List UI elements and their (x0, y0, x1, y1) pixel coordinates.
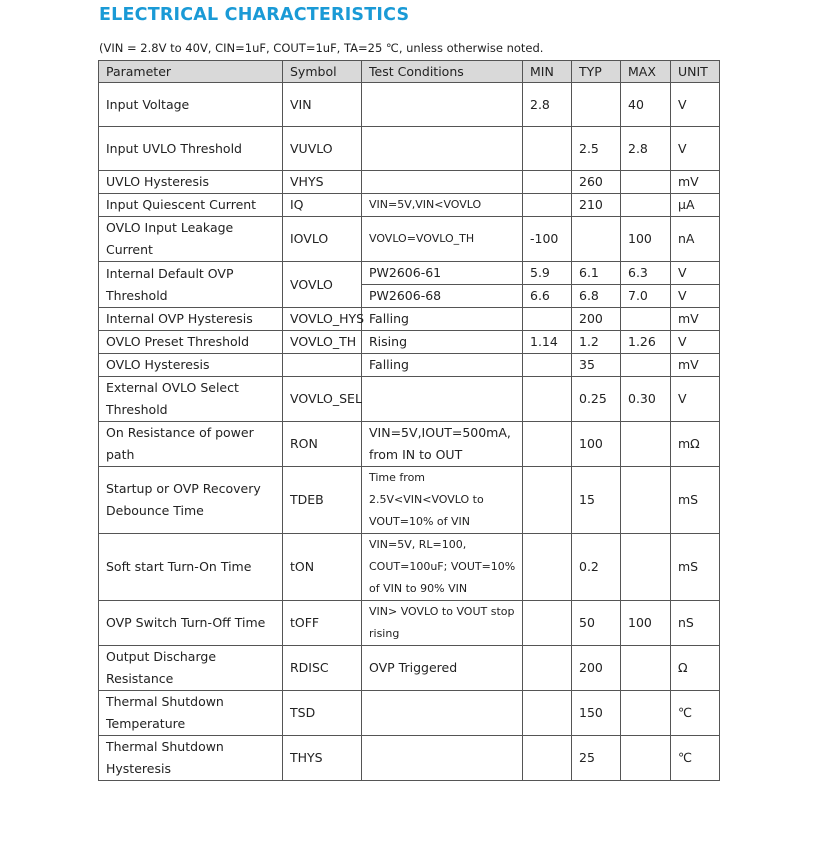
cell-unit: mV (671, 354, 720, 377)
cell-parameter: Output Discharge Resistance (99, 646, 283, 691)
cell-min (523, 601, 572, 646)
cell-min (523, 534, 572, 601)
cell-parameter: Thermal Shutdown Temperature (99, 691, 283, 736)
cell-symbol: VHYS (283, 171, 362, 194)
cell-unit: V (671, 262, 720, 285)
table-row (99, 83, 720, 127)
cell-conditions: PW2606-61 (362, 262, 523, 285)
cell-typ: 6.8 (572, 285, 621, 308)
header-symbol: Symbol (283, 61, 362, 83)
cell-parameter: Input UVLO Threshold (99, 127, 283, 171)
table-row (99, 262, 720, 285)
cell-max (621, 422, 671, 467)
cell-typ: 200 (572, 646, 621, 691)
cell-unit: ℃ (671, 736, 720, 781)
cell-conditions (362, 171, 523, 194)
cell-symbol: VUVLO (283, 127, 362, 171)
table-row (99, 422, 720, 467)
cell-max (621, 194, 671, 217)
cell-typ: 200 (572, 308, 621, 331)
cell-symbol: TDEB (283, 467, 362, 534)
cell-symbol: IOVLO (283, 217, 362, 262)
cell-unit: µA (671, 194, 720, 217)
cell-min (523, 354, 572, 377)
cell-symbol: VIN (283, 83, 362, 127)
cell-min (523, 308, 572, 331)
cell-max: 2.8 (621, 127, 671, 171)
cell-symbol: VOVLO_HYS (283, 308, 362, 331)
cell-symbol: RDISC (283, 646, 362, 691)
cell-unit: V (671, 331, 720, 354)
cell-unit: nS (671, 601, 720, 646)
cell-typ: 1.2 (572, 331, 621, 354)
cell-conditions: OVP Triggered (362, 646, 523, 691)
cell-min (523, 127, 572, 171)
header-unit: UNIT (671, 61, 720, 83)
header-max: MAX (621, 61, 671, 83)
table-row (99, 646, 720, 691)
cell-unit: V (671, 377, 720, 422)
cell-typ: 0.2 (572, 534, 621, 601)
cell-max (621, 354, 671, 377)
cell-symbol: VOVLO (283, 262, 362, 308)
cell-max: 0.30 (621, 377, 671, 422)
cell-min (523, 422, 572, 467)
table-row (99, 217, 720, 262)
cell-conditions: VIN=5V,VIN<VOVLO (362, 194, 523, 217)
table-row (99, 691, 720, 736)
cell-max (621, 467, 671, 534)
cell-min (523, 194, 572, 217)
cell-symbol: VOVLO_SEL (283, 377, 362, 422)
header-typ: TYP (572, 61, 621, 83)
cell-conditions (362, 377, 523, 422)
cell-typ: 25 (572, 736, 621, 781)
cell-unit: nA (671, 217, 720, 262)
cell-unit: V (671, 127, 720, 171)
table-row (99, 354, 720, 377)
table-row (99, 331, 720, 354)
cell-symbol: THYS (283, 736, 362, 781)
cell-max (621, 308, 671, 331)
cell-symbol: TSD (283, 691, 362, 736)
cell-parameter: On Resistance of power path (99, 422, 283, 467)
cell-conditions: Falling (362, 354, 523, 377)
cell-conditions: PW2606-68 (362, 285, 523, 308)
cell-unit: mS (671, 467, 720, 534)
cell-symbol: RON (283, 422, 362, 467)
electrical-characteristics-table (98, 60, 720, 781)
cell-max (621, 171, 671, 194)
cell-typ: 15 (572, 467, 621, 534)
cell-parameter: Soft start Turn-On Time (99, 534, 283, 601)
cell-parameter: Internal Default OVP Threshold (99, 262, 283, 308)
table-row (99, 127, 720, 171)
table-row (99, 534, 720, 601)
table-header-row (99, 61, 720, 83)
cell-unit: Ω (671, 646, 720, 691)
cell-parameter: Input Voltage (99, 83, 283, 127)
cell-max (621, 646, 671, 691)
cell-min (523, 646, 572, 691)
header-parameter: Parameter (99, 61, 283, 83)
cell-unit: V (671, 285, 720, 308)
cell-max (621, 691, 671, 736)
cell-min: 5.9 (523, 262, 572, 285)
cell-parameter: OVLO Input Leakage Current (99, 217, 283, 262)
cell-typ (572, 217, 621, 262)
cell-typ: 100 (572, 422, 621, 467)
cell-parameter: UVLO Hysteresis (99, 171, 283, 194)
cell-max: 100 (621, 217, 671, 262)
cell-symbol: tOFF (283, 601, 362, 646)
table-row (99, 736, 720, 781)
cell-min (523, 171, 572, 194)
cell-min (523, 691, 572, 736)
cell-typ: 210 (572, 194, 621, 217)
cell-typ: 150 (572, 691, 621, 736)
cell-conditions: Time from 2.5V<VIN<VOVLO to VOUT=10% of VIN (362, 467, 523, 534)
cell-parameter: Thermal Shutdown Hysteresis (99, 736, 283, 781)
cell-max: 6.3 (621, 262, 671, 285)
cell-typ: 0.25 (572, 377, 621, 422)
cell-typ: 6.1 (572, 262, 621, 285)
cell-unit: V (671, 83, 720, 127)
cell-max: 1.26 (621, 331, 671, 354)
cell-conditions (362, 736, 523, 781)
cell-unit: mΩ (671, 422, 720, 467)
cell-max: 7.0 (621, 285, 671, 308)
cell-conditions (362, 127, 523, 171)
table-row (99, 308, 720, 331)
cell-parameter: OVLO Preset Threshold (99, 331, 283, 354)
header-test-conditions: Test Conditions (362, 61, 523, 83)
cell-max (621, 534, 671, 601)
cell-typ: 260 (572, 171, 621, 194)
table-row (99, 194, 720, 217)
cell-max: 100 (621, 601, 671, 646)
cell-max: 40 (621, 83, 671, 127)
cell-conditions: VIN=5V,IOUT=500mA, from IN to OUT (362, 422, 523, 467)
cell-conditions: Falling (362, 308, 523, 331)
conditions-note: (VIN = 2.8V to 40V, CIN=1uF, COUT=1uF, TA=25 ℃, unless otherwise noted. (99, 41, 544, 55)
cell-typ: 50 (572, 601, 621, 646)
cell-typ (572, 83, 621, 127)
table-row (99, 601, 720, 646)
cell-min (523, 736, 572, 781)
cell-typ: 2.5 (572, 127, 621, 171)
cell-min: -100 (523, 217, 572, 262)
cell-symbol: IQ (283, 194, 362, 217)
table-row (99, 467, 720, 534)
cell-max (621, 736, 671, 781)
table-row (99, 377, 720, 422)
cell-parameter: OVLO Hysteresis (99, 354, 283, 377)
cell-typ: 35 (572, 354, 621, 377)
cell-unit: ℃ (671, 691, 720, 736)
cell-min: 6.6 (523, 285, 572, 308)
section-title: ELECTRICAL CHARACTERISTICS (99, 5, 410, 25)
header-min: MIN (523, 61, 572, 83)
cell-min: 2.8 (523, 83, 572, 127)
table-row (99, 171, 720, 194)
cell-unit: mV (671, 171, 720, 194)
cell-unit: mV (671, 308, 720, 331)
cell-symbol (283, 354, 362, 377)
cell-conditions: VOVLO=VOVLO_TH (362, 217, 523, 262)
cell-conditions: Rising (362, 331, 523, 354)
cell-min (523, 377, 572, 422)
cell-parameter: OVP Switch Turn-Off Time (99, 601, 283, 646)
cell-conditions (362, 691, 523, 736)
cell-conditions (362, 83, 523, 127)
cell-symbol: VOVLO_TH (283, 331, 362, 354)
cell-parameter: Internal OVP Hysteresis (99, 308, 283, 331)
cell-conditions: VIN> VOVLO to VOUT stop rising (362, 601, 523, 646)
cell-parameter: Input Quiescent Current (99, 194, 283, 217)
cell-min: 1.14 (523, 331, 572, 354)
cell-parameter: Startup or OVP Recovery Debounce Time (99, 467, 283, 534)
cell-parameter: External OVLO Select Threshold (99, 377, 283, 422)
cell-conditions: VIN=5V, RL=100, COUT=100uF; VOUT=10% of VIN to 90% VIN (362, 534, 523, 601)
cell-symbol: tON (283, 534, 362, 601)
cell-unit: mS (671, 534, 720, 601)
cell-min (523, 467, 572, 534)
